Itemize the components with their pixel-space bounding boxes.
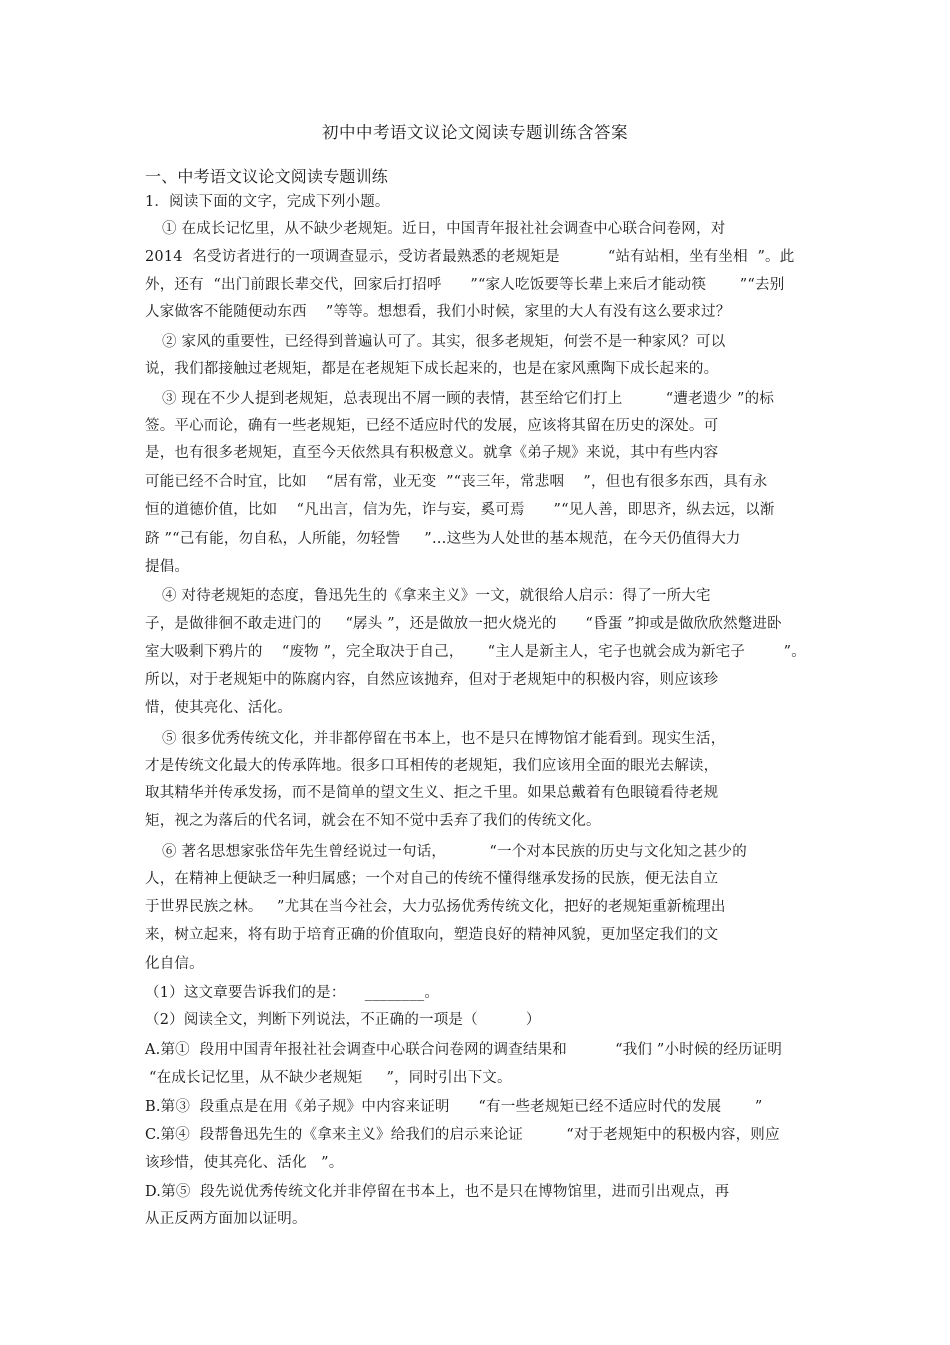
passage-line: ② 家风的重要性，已经得到普遍认可了。其实，很多老规矩，何尝不是一种家风？可以 [162,334,726,350]
passage-line: 人，在精神上便缺乏一种归属感；一个对自己的传统不懂得继承发扬的民族，便无法自立 [145,871,719,887]
sub-question: （1）这文章要告诉我们的是： ________。 [145,985,440,1001]
passage-line: 惜，使其亮化、活化。 [145,700,292,716]
passage-line: 室大吸剩下鸦片的 “废物 ”，完全取决于自己， “主人是新主人，宅子也就会成为新宅子 ”。 [145,644,806,660]
passage-line: 于世界民族之林。 ”尤其在当今社会，大力弘扬优秀传统文化，把好的老规矩重新梳理出 [145,899,726,915]
passage-line: 取其精华并传承发扬，而不是简单的望文生义、拒之千里。如果总戴着有色眼镜看待老规 [145,785,719,801]
section-heading: 一、中考语文议论文阅读专题训练 [145,167,389,186]
passage-line: 可能已经不合时宜，比如 “居有常，业无变 ”“丧三年，常悲咽 ”，但也有很多东西，具有永 [145,474,768,490]
passage-line: 人家做客不能随便动东西 ”等等。想想看，我们小时候，家里的大人有没有这么要求过？ [145,304,731,320]
question-intro: 1．阅读下面的文字，完成下列小题。 [145,194,390,210]
passage-line: ⑥ 著名思想家张岱年先生曾经说过一句话， “一个对本民族的历史与文化知之甚少的 [162,844,747,860]
passage-line: 签。平心而论，确有一些老规矩，已经不适应时代的发展，应该将其留在历史的深处。可 [145,418,719,434]
option-c-line: 该珍惜，使其亮化、活化 ”。 [145,1155,344,1171]
passage-line: ⑤ 很多优秀传统文化，并非都停留在书本上，也不是只在博物馆才能看到。现实生活， [162,731,726,747]
passage-line: 是，也有很多老规矩，直至今天依然具有积极意义。就拿《弟子规》来说，其中有些内容 [145,445,719,461]
passage-line: 来，树立起来，将有助于培育正确的价值取向，塑造良好的精神风貌，更加坚定我们的文 [145,927,719,943]
passage-line: 外，还有 “出门前跟长辈交代，回家后打招呼 ”“家人吃饭要等长辈上来后才能动筷 ”“去别 [145,277,785,293]
passage-line: ① 在成长记忆里，从不缺少老规矩。近日，中国青年报社社会调查中心联合问卷网，对 [162,221,726,237]
passage-line: 化自信。 [145,956,204,972]
passage-line: ③ 现在不少人提到老规矩，总表现出不屑一顾的表情，甚至给它们打上 “遭老遗少 ”的标 [162,391,775,407]
option-b-line: B.第③ 段重点是在用《弟子规》中内容来证明 “有一些老规矩已经不适应时代的发展 ” [145,1099,763,1115]
passage-line: 提倡。 [145,559,190,575]
passage-line: 恒的道德价值，比如 “凡出言，信为先，诈与妄，奚可焉 ”“见人善，即思齐，纵去远，以渐 [145,502,775,518]
passage-line: ④ 对待老规矩的态度，鲁迅先生的《拿来主义》一文，就很给人启示：得了一所大宅 [162,588,711,604]
sub-question: （2）阅读全文，判断下列说法，不正确的一项是（ ） [145,1012,541,1028]
document-title: 初中中考语文议论文阅读专题训练含答案 [322,123,628,142]
passage-line: 子，是做徘徊不敢走进门的 “孱头 ”，还是做放一把火烧光的 “昏蛋 ”抑或是做欣欣然蹩进卧 [145,616,782,632]
passage-line: 矩，视之为落后的代名词，就会在不知不觉中丢弃了我们的传统文化。 [145,813,601,829]
option-a-line: A.第① 段用中国青年报社社会调查中心联合问卷网的调查结果和 “我们 ”小时候的经历证明 [145,1042,783,1058]
option-d-line: D.第⑤ 段先说优秀传统文化并非停留在书本上，也不是只在博物馆里，进而引出观点，再 [145,1184,730,1200]
passage-line: 所以，对于老规矩中的陈腐内容，自然应该抛弃，但对于老规矩中的积极内容，则应该珍 [145,672,719,688]
passage-line: 说，我们都接触过老规矩，都是在老规矩下成长起来的，也是在家风熏陶下成长起来的。 [145,361,719,377]
passage-line: 才是传统文化最大的传承阵地。很多口耳相传的老规矩，我们应该用全面的眼光去解读， [145,758,719,774]
passage-line: 跻 ”“己有能，勿自私，人所能，勿轻訾 ”…这些为人处世的基本规范，在今天仍值得大力 [145,531,741,547]
option-a-line: “在成长记忆里，从不缺少老规矩 ”，同时引出下文。 [149,1070,512,1086]
option-c-line: C.第④ 段帮鲁迅先生的《拿来主义》给我们的启示来论证 “对于老规矩中的积极内容，则应 [145,1127,780,1143]
passage-line: 2014 名受访者进行的一项调查显示，受访者最熟悉的老规矩是 “站有站相，坐有坐相 ”。此 [145,249,795,265]
option-d-line: 从正反两方面加以证明。 [145,1211,307,1227]
